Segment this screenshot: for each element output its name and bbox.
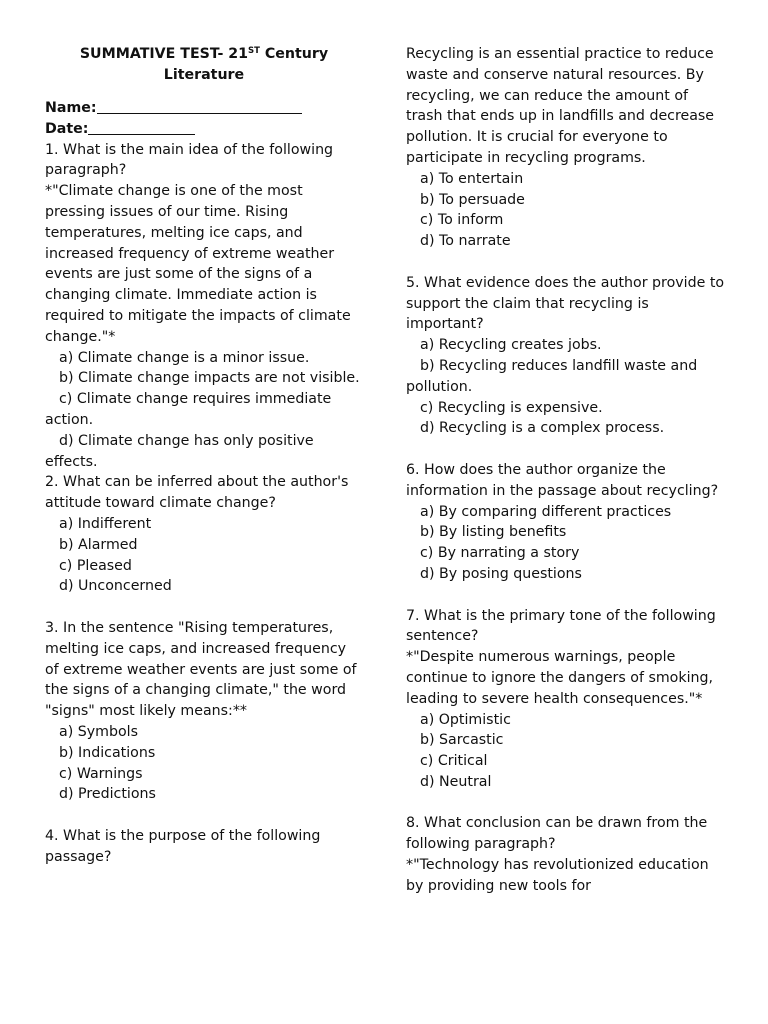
date-blank-line xyxy=(88,120,195,135)
spacer xyxy=(406,585,728,606)
question-1-passage: *"Climate change is one of the most pressing issues of our time. Rising temperatures, melting ice caps, and increased frequency of extreme weather events are just some of the signs of a changing climate. Immediate action is required to mitigate the impacts of climate change."* xyxy=(45,183,351,345)
question-7-option-d: d) Neutral xyxy=(420,773,492,790)
question-6-text: 6. How does the author organize the information in the passage about recycling? xyxy=(406,461,719,499)
question-5-text: 5. What evidence does the author provide to support the claim that recycling is important? xyxy=(406,274,725,333)
question-2-option-c: c) Pleased xyxy=(59,557,132,574)
question-4-option-c: c) To inform xyxy=(420,212,504,229)
question-1-text: 1. What is the main idea of the following paragraph? xyxy=(45,141,334,179)
spacer xyxy=(45,805,363,826)
question-1-option-c: c) Climate change requires immediate action. xyxy=(45,391,332,429)
title-superscript: ST xyxy=(248,46,260,56)
name-field xyxy=(45,98,363,119)
question-5-option-c: c) Recycling is expensive. xyxy=(420,399,603,416)
question-3-option-c: c) Warnings xyxy=(59,765,143,782)
question-4-option-b: b) To persuade xyxy=(420,191,525,208)
page-title xyxy=(45,44,363,86)
question-6-option-b: b) By listing benefits xyxy=(420,524,567,541)
spacer xyxy=(45,597,363,618)
question-7-option-a: a) Optimistic xyxy=(420,711,511,728)
title-part1: SUMMATIVE TEST- 21 xyxy=(79,46,249,62)
question-5-option-a: a) Recycling creates jobs. xyxy=(420,337,602,354)
question-3-option-a: a) Symbols xyxy=(59,724,138,740)
question-6-option-a: a) By comparing different practices xyxy=(420,503,672,520)
question-2-option-b: b) Alarmed xyxy=(59,536,138,553)
date-label: Date: xyxy=(45,120,89,137)
question-7-passage: *"Despite numerous warnings, people continue to ignore the dangers of smoking, leading to severe health consequences."* xyxy=(406,649,714,707)
spacer xyxy=(406,439,728,460)
name-label: Name: xyxy=(45,100,97,117)
question-4-option-a: a) To entertain xyxy=(420,170,524,187)
question-2-option-a: a) Indifferent xyxy=(59,516,152,533)
question-8-text: 8. What conclusion can be drawn from the following paragraph? xyxy=(406,815,708,853)
question-4-option-d: d) To narrate xyxy=(420,233,511,250)
question-6-option-c: c) By narrating a story xyxy=(420,545,580,562)
question-7-text: 7. What is the primary tone of the following sentence? xyxy=(406,607,716,645)
question-7-option-b: b) Sarcastic xyxy=(420,732,504,749)
question-1-option-a: a) Climate change is a minor issue. xyxy=(59,349,310,366)
question-1-option-b: b) Climate change impacts are not visible. xyxy=(59,370,360,387)
question-2-option-d: d) Unconcerned xyxy=(59,578,172,595)
spacer xyxy=(406,793,728,814)
right-column xyxy=(406,44,728,897)
question-3-option-d: d) Predictions xyxy=(59,786,156,803)
question-3-option-b: b) Indications xyxy=(59,744,156,761)
title-part2: Century Literature xyxy=(163,46,329,83)
question-4-passage: Recycling is an essential practice to reduce waste and conserve natural resources. By recycling, we can reduce the amount of trash that ends up in landfills and decrease pollution. It is crucial for everyone to participate in recycling programs. xyxy=(406,46,715,166)
question-4-text: 4. What is the purpose of the following passage? xyxy=(45,827,321,865)
question-5-option-b: b) Recycling reduces landfill waste and pollution. xyxy=(406,357,698,395)
name-blank-line xyxy=(97,99,302,114)
question-1-option-d: d) Climate change has only positive effects. xyxy=(45,432,314,470)
date-field xyxy=(45,119,363,140)
question-5-option-d: d) Recycling is a complex process. xyxy=(420,420,665,437)
question-2-text: 2. What can be inferred about the author's attitude toward climate change? xyxy=(45,474,349,512)
question-7-option-c: c) Critical xyxy=(420,753,488,770)
spacer xyxy=(406,252,728,273)
question-3-text: 3. In the sentence "Rising temperatures, melting ice caps, and increased frequency of extreme weather events are just some of the signs of a changing climate," the word "signs" most likely means:** xyxy=(45,620,357,720)
question-6-option-d: d) By posing questions xyxy=(420,565,582,582)
question-8-passage: *"Technology has revolutionized education by providing new tools for xyxy=(406,857,709,894)
left-column xyxy=(45,44,363,868)
